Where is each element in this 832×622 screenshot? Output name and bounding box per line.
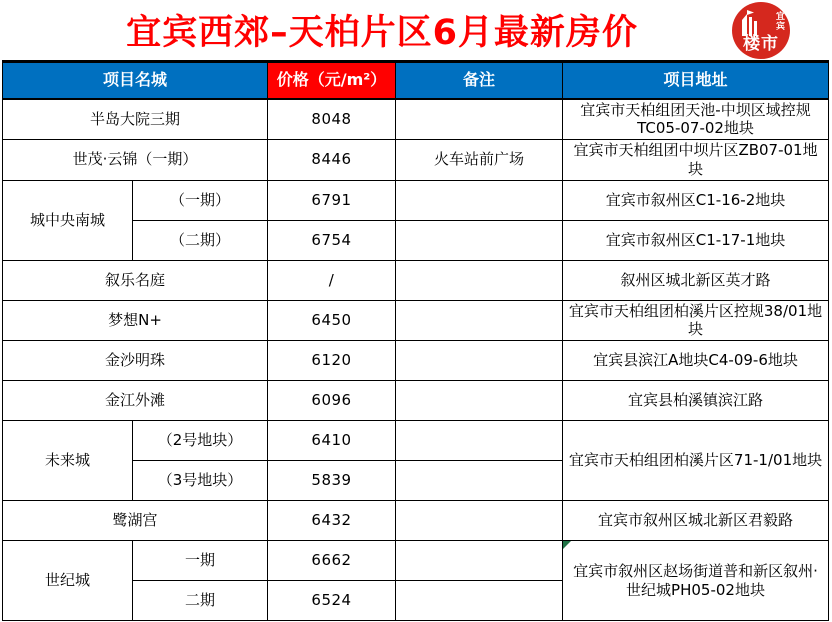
remark-cell [396, 501, 563, 541]
address-cell: 宜宾县滨江A地块C4-09-6地块 [563, 341, 829, 381]
remark-cell [396, 220, 563, 260]
project-group-cell: 未来城 [3, 421, 133, 501]
remark-cell [396, 461, 563, 501]
address-cell: 宜宾县柏溪镇滨江路 [563, 381, 829, 421]
project-name-cell: 梦想N+ [3, 300, 268, 341]
project-phase-cell: 一期 [133, 541, 268, 581]
project-phase-cell: 二期 [133, 581, 268, 621]
comment-flag-icon [563, 541, 571, 549]
project-group-cell: 世纪城 [3, 541, 133, 621]
table-row [3, 140, 829, 181]
price-cell: 6432 [268, 501, 396, 541]
column-header-price: 价格（元/m²） [268, 62, 396, 99]
address-text: 宜宾市叙州区赵场街道普和新区叙州·世纪城PH05-02地块 [573, 561, 818, 599]
table-row [3, 99, 829, 140]
price-cell: 8446 [268, 140, 396, 181]
remark-cell [396, 581, 563, 621]
address-cell: 宜宾市天柏组团柏溪片区71-1/01地块 [563, 421, 829, 501]
price-cell: 5839 [268, 461, 396, 501]
price-cell: 6410 [268, 421, 396, 461]
brand-logo [732, 2, 790, 59]
project-name-cell: 鹭湖宫 [3, 501, 268, 541]
address-cell [563, 541, 829, 621]
column-header-address: 项目地址 [563, 62, 829, 99]
price-cell: 6754 [268, 220, 396, 260]
price-cell: 8048 [268, 99, 396, 140]
table-row [3, 421, 829, 461]
page-title: 宜宾西郊–天柏片区6月最新房价 [126, 13, 638, 53]
table-row [3, 341, 829, 381]
remark-cell [396, 341, 563, 381]
address-cell: 宜宾市叙州区C1-17-1地块 [563, 220, 829, 260]
price-cell: 6120 [268, 341, 396, 381]
remark-cell [396, 99, 563, 140]
table-row [3, 381, 829, 421]
address-cell: 叙州区城北新区英才路 [563, 260, 829, 300]
project-name-cell: 半岛大院三期 [3, 99, 268, 140]
project-group-cell: 城中央南城 [3, 180, 133, 260]
table-row [3, 541, 829, 581]
remark-cell [396, 260, 563, 300]
remark-cell [396, 421, 563, 461]
logo-market-label: 楼市 [743, 34, 779, 54]
table-row [3, 501, 829, 541]
address-cell: 宜宾市天柏组团柏溪片区控规38/01地块 [563, 300, 829, 341]
price-cell: 6096 [268, 381, 396, 421]
project-phase-cell: （3号地块） [133, 461, 268, 501]
remark-cell: 火车站前广场 [396, 140, 563, 181]
project-name-cell: 金沙明珠 [3, 341, 268, 381]
title-bar [0, 0, 832, 60]
project-phase-cell: （一期） [133, 180, 268, 220]
logo-city-label: 宜宾 [774, 11, 784, 31]
address-cell: 宜宾市天柏组团天池-中坝区域控规TC05-07-02地块 [563, 99, 829, 140]
remark-cell [396, 300, 563, 341]
column-header-remark: 备注 [396, 62, 563, 99]
project-name-cell: 金江外滩 [3, 381, 268, 421]
price-cell: 6662 [268, 541, 396, 581]
table-row [3, 260, 829, 300]
address-cell: 宜宾市叙州区城北新区君毅路 [563, 501, 829, 541]
price-cell: 6524 [268, 581, 396, 621]
remark-cell [396, 180, 563, 220]
project-name-cell: 世茂·云锦（一期） [3, 140, 268, 181]
address-cell: 宜宾市叙州区C1-16-2地块 [563, 180, 829, 220]
price-cell: 6450 [268, 300, 396, 341]
table-row [3, 300, 829, 341]
price-cell: / [268, 260, 396, 300]
price-cell: 6791 [268, 180, 396, 220]
address-cell: 宜宾市天柏组团中坝片区ZB07-01地块 [563, 140, 829, 181]
remark-cell [396, 541, 563, 581]
price-table [2, 60, 829, 621]
project-phase-cell: （二期） [133, 220, 268, 260]
table-row [3, 180, 829, 220]
remark-cell [396, 381, 563, 421]
table-header-row [3, 62, 829, 99]
project-phase-cell: （2号地块） [133, 421, 268, 461]
project-name-cell: 叙乐名庭 [3, 260, 268, 300]
column-header-name: 项目名城 [3, 62, 268, 99]
